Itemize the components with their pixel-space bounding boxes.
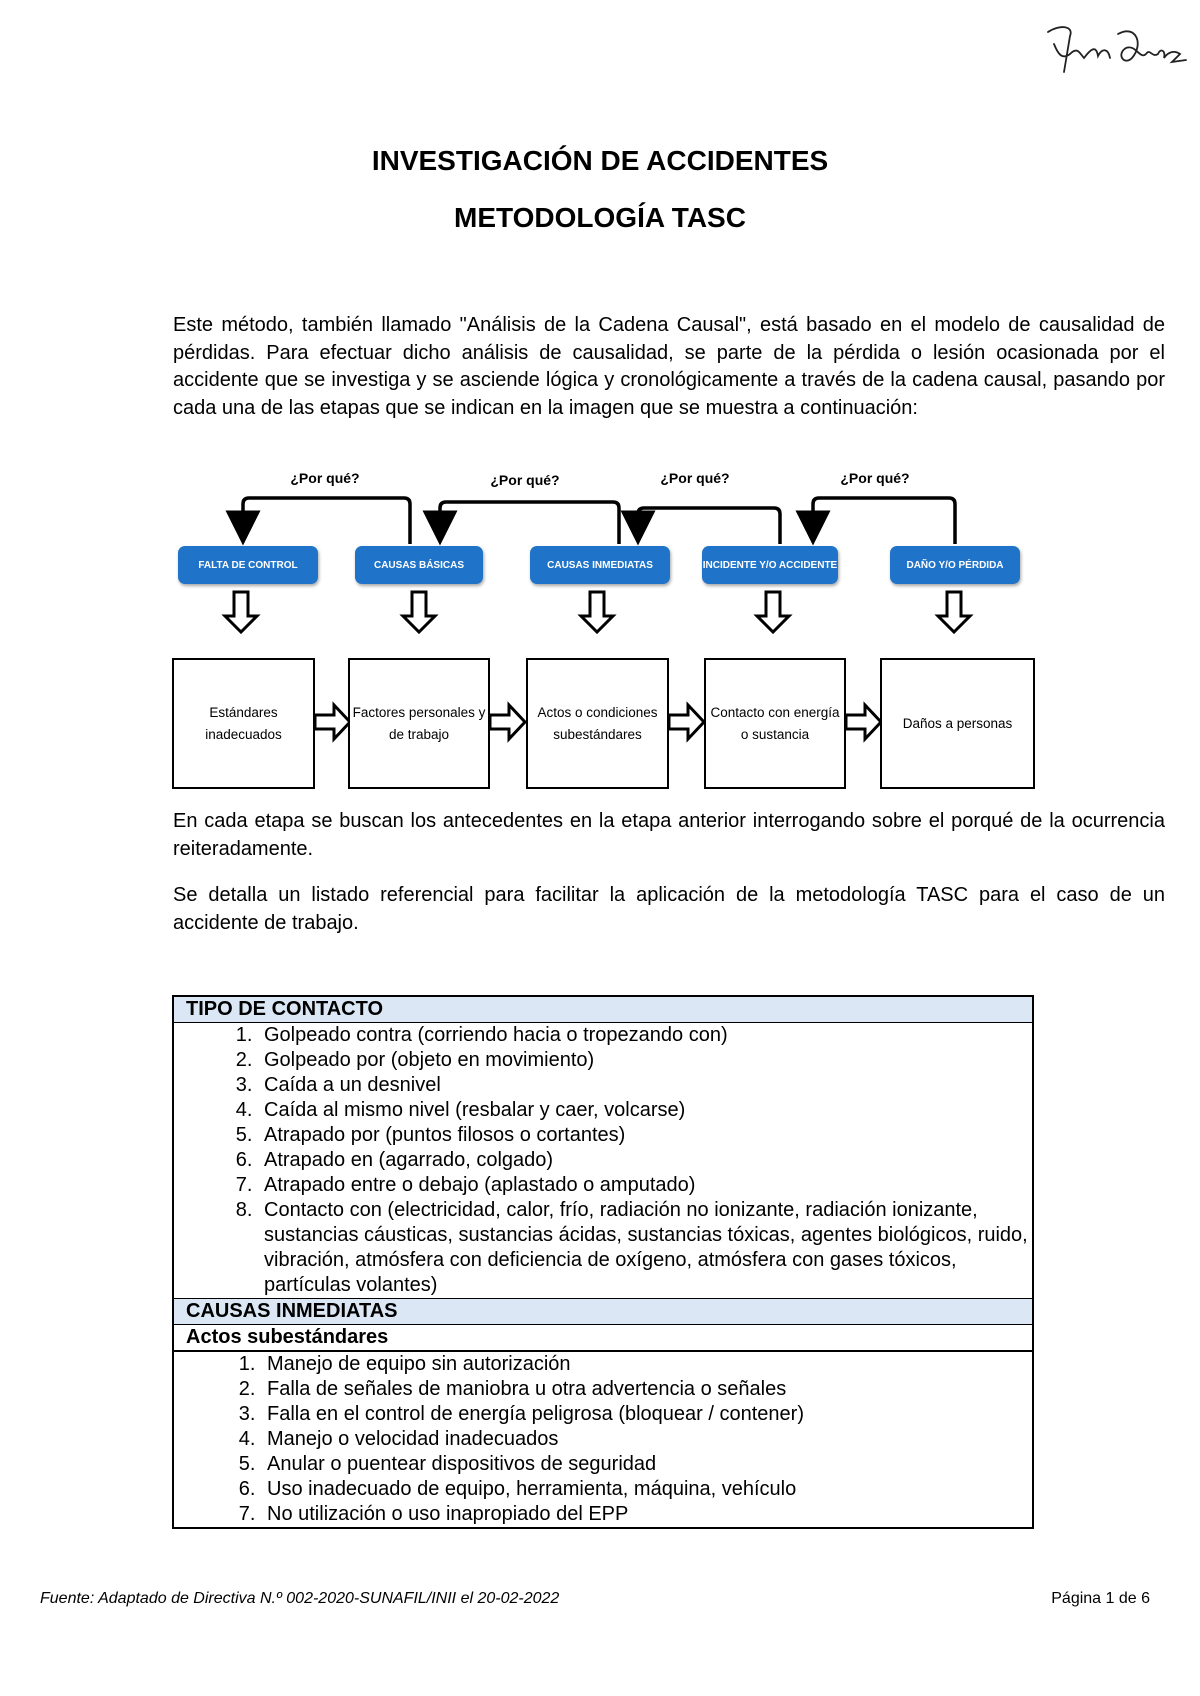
- stage-dano-perdida: DAÑO Y/O PÉRDIDA: [890, 546, 1020, 584]
- right-arrow-3: [669, 705, 704, 739]
- intro-paragraph: Este método, también llamado "Análisis de la Cadena Causal", está basado en el modelo de causalidad de pérdidas. Para efectuar dicho análisis de causalidad, se parte de la pérdida o lesión ocasionada por el accidente que se investiga y se asciende lógica y cronológicamente a través de la cadena causal, pasando por cada una de las etapas que se indican en la imagen que se muestra a continuación:: [173, 314, 1165, 419]
- causal-chain-diagram: [0, 470, 1200, 800]
- why-arrow-3: [638, 508, 780, 544]
- page-subtitle: METODOLOGÍA TASC: [454, 202, 746, 233]
- right-arrow-1: [315, 705, 350, 739]
- list-item: 1. Golpeado contra (corriendo hacia o tropezando con): [258, 1023, 1032, 1048]
- paragraph-etapas: En cada etapa se buscan los antecedentes en la etapa anterior interrogando sobre el porqué de la ocurrencia reiteradamente.: [173, 810, 1165, 860]
- subheading-actos-subestandares: Actos subestándares: [174, 1325, 1032, 1352]
- tasc-reference-table: [172, 995, 1034, 1529]
- list-item: 7. Atrapado entre o debajo (aplastado o amputado): [258, 1173, 1032, 1198]
- substandard-acts-list: [174, 1352, 1032, 1527]
- section-heading-tipo-contacto: TIPO DE CONTACTO: [174, 997, 1032, 1023]
- down-arrow-5: [938, 592, 970, 632]
- list-item: 3. Caída a un desnivel: [258, 1073, 1032, 1098]
- paragraph-listado: Se detalla un listado referencial para facilitar la aplicación de la metodología TASC para el caso de un accidente de trabajo.: [173, 884, 1165, 934]
- list-item: 6. Uso inadecuado de equipo, herramienta, máquina, vehículo: [261, 1477, 1032, 1502]
- why-label-4: ¿Por qué?: [840, 470, 910, 486]
- box-contacto-energia: Contacto con energía o sustancia: [704, 658, 846, 789]
- box-factores-personales: Factores personales y de trabajo: [348, 658, 490, 789]
- stage-incidente-accidente: INCIDENTE Y/O ACCIDENTE: [702, 546, 838, 584]
- contact-type-list: [174, 1023, 1032, 1298]
- why-arrow-1: [243, 498, 410, 544]
- why-arrow-4: [813, 498, 955, 544]
- stage-causas-basicas: CAUSAS BÁSICAS: [355, 546, 483, 584]
- list-item: 2. Golpeado por (objeto en movimiento): [258, 1048, 1032, 1073]
- list-item: 5. Anular o puentear dispositivos de seguridad: [261, 1452, 1032, 1477]
- page-title: INVESTIGACIÓN DE ACCIDENTES: [371, 145, 829, 176]
- list-item: 7. No utilización o uso inapropiado del EPP: [261, 1502, 1032, 1527]
- why-label-2: ¿Por qué?: [490, 472, 560, 488]
- list-item: 3. Falla en el control de energía peligrosa (bloquear / contener): [261, 1402, 1032, 1427]
- right-arrow-4: [846, 705, 881, 739]
- box-actos-condiciones: Actos o condiciones subestándares: [526, 658, 669, 789]
- list-item: 8. Contacto con (electricidad, calor, frío, radiación no ionizante, radiación ionizante, sustancias cáusticas, sustancias ácidas, sustancias tóxicas, agentes biológicos, ruido, vibración, atmósfera con deficiencia de oxígeno, atmósfera con gases tóxicos, partículas volantes): [258, 1198, 1032, 1298]
- list-item: 4. Caída al mismo nivel (resbalar y caer, volcarse): [258, 1098, 1032, 1123]
- list-item: 4. Manejo o velocidad inadecuados: [261, 1427, 1032, 1452]
- box-danos-personas: Daños a personas: [880, 658, 1035, 789]
- list-item: 5. Atrapado por (puntos filosos o cortantes): [258, 1123, 1032, 1148]
- down-arrows: [225, 592, 970, 632]
- right-arrow-2: [490, 705, 525, 739]
- stage-falta-de-control: FALTA DE CONTROL: [178, 546, 318, 584]
- signature-image: [1040, 14, 1190, 84]
- down-arrow-3: [581, 592, 613, 632]
- down-arrow-1: [225, 592, 257, 632]
- why-label-1: ¿Por qué?: [290, 470, 360, 486]
- down-arrow-4: [757, 592, 789, 632]
- stage-causas-inmediatas: CAUSAS INMEDIATAS: [530, 546, 670, 584]
- list-item: 1. Manejo de equipo sin autorización: [261, 1352, 1032, 1377]
- footer-source: Fuente: Adaptado de Directiva N.º 002-2020-SUNAFIL/INII el 20-02-2022: [40, 1590, 560, 1607]
- list-item: 6. Atrapado en (agarrado, colgado): [258, 1148, 1032, 1173]
- down-arrow-2: [403, 592, 435, 632]
- box-estandares-inadecuados: Estándares inadecuados: [172, 658, 315, 789]
- why-label-3: ¿Por qué?: [660, 470, 730, 486]
- section-heading-causas-inmediatas: CAUSAS INMEDIATAS: [174, 1298, 1032, 1325]
- footer-page-number: Página 1 de 6: [1051, 1590, 1150, 1607]
- why-arrow-2: [440, 502, 619, 544]
- list-item: 2. Falla de señales de maniobra u otra advertencia o señales: [261, 1377, 1032, 1402]
